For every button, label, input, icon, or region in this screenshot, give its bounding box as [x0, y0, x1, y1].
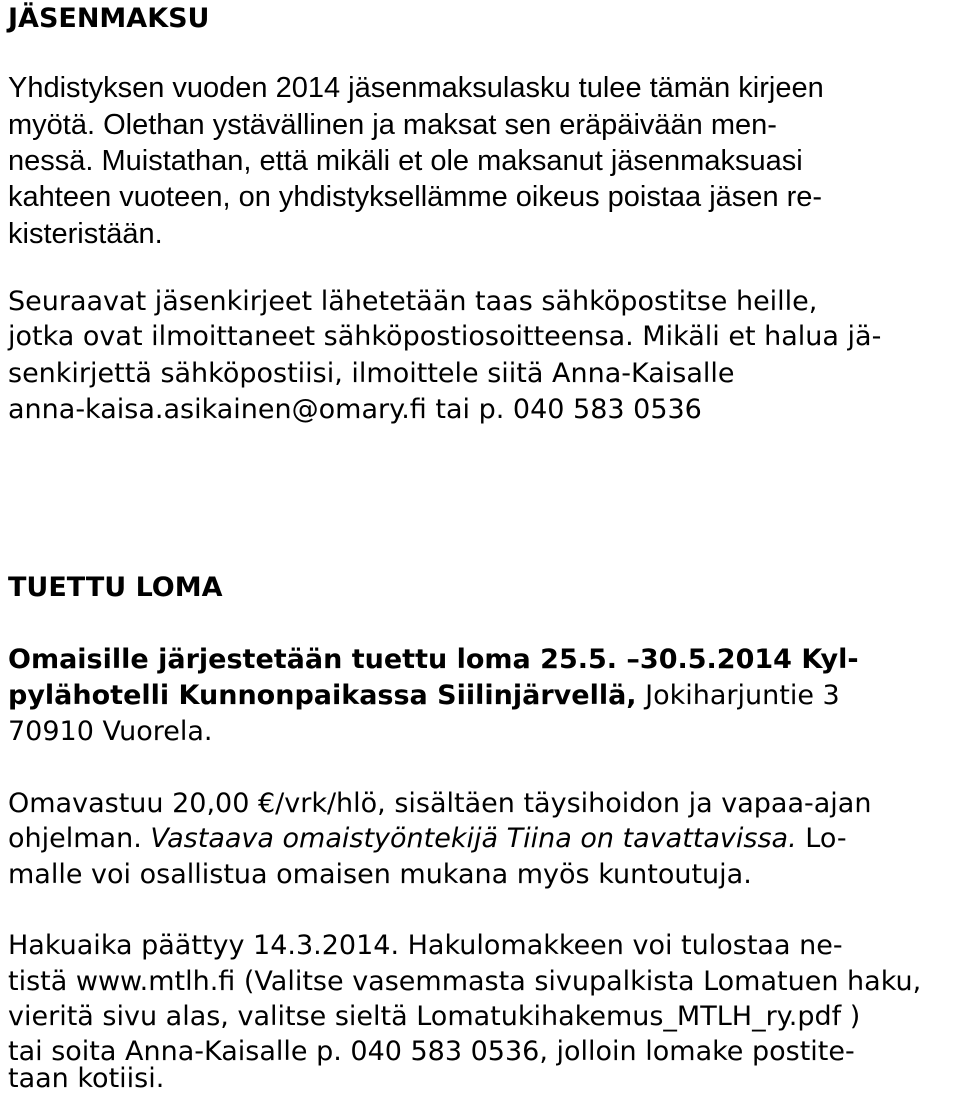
cost-line: malle voi osallistua omaisen mukana myös kuntoutuja.	[8, 859, 752, 890]
section-heading-membership-fee: JÄSENMAKSU	[8, 3, 210, 34]
cost-line: Omavastuu 20,00 €/vrk/hlö, sisältäen täysihoidon ja vapaa-ajan	[8, 788, 872, 819]
paragraph-line: myötä. Olethan ystävällinen ja maksat sen eräpäivään men-	[8, 109, 777, 141]
hotel-name: pylähotelli Kunnonpaikassa Siilinjärvellä,	[8, 680, 637, 711]
paragraph-line: jotka ovat ilmoittaneet sähköpostiosoitteensa. Mikäli et halua jä-	[8, 321, 882, 352]
paragraph-line: kahteen vuoteen, on yhdistyksellämme oikeus poistaa jäsen re-	[8, 181, 823, 213]
paragraph-line: Seuraavat jäsenkirjeet lähetetään taas sähköpostitse heille,	[8, 286, 818, 317]
holiday-intro-line	[8, 679, 840, 713]
application-line: tai soita Anna-Kaisalle p. 040 583 0536, jolloin lomake postite-	[8, 1036, 855, 1067]
application-line: Hakuaika päättyy 14.3.2014. Hakulomakkeen voi tulostaa ne-	[8, 930, 843, 961]
contact-person-note: Vastaava omaistyöntekijä Tiina on tavattavissa.	[150, 823, 797, 854]
paragraph-line: Yhdistyksen vuoden 2014 jäsenmaksulasku tulee tämän kirjeen	[8, 72, 824, 104]
section-heading-supported-holiday: TUETTU LOMA	[8, 572, 223, 603]
holiday-intro-line: Omaisille järjestetään tuettu loma 25.5. –30.5.2014 Kyl-	[8, 644, 859, 675]
holiday-intro-line: 70910 Vuorela.	[8, 716, 213, 747]
paragraph-line: nessä. Muistathan, että mikäli et ole maksanut jäsenmaksuasi	[8, 145, 803, 177]
paragraph-line: senkirjettä sähköpostiisi, ilmoittele siitä Anna-Kaisalle	[8, 358, 735, 389]
contact-line: anna-kaisa.asikainen@omary.fi tai p. 040 583 0536	[8, 394, 702, 425]
application-line: vieritä sivu alas, valitse sieltä Lomatukihakemus_MTLH_ry.pdf )	[8, 1001, 861, 1032]
hotel-address: Jokiharjuntie 3	[636, 680, 840, 711]
cost-line	[8, 822, 847, 856]
cost-text: ohjelman.	[8, 823, 151, 854]
cost-text: Lo-	[796, 823, 847, 854]
application-line: taan kotiisi.	[8, 1063, 165, 1094]
application-line: tistä www.mtlh.fi (Valitse vasemmasta sivupalkista Lomatuen haku,	[8, 966, 922, 997]
paragraph-line: kisteristään.	[8, 218, 163, 250]
